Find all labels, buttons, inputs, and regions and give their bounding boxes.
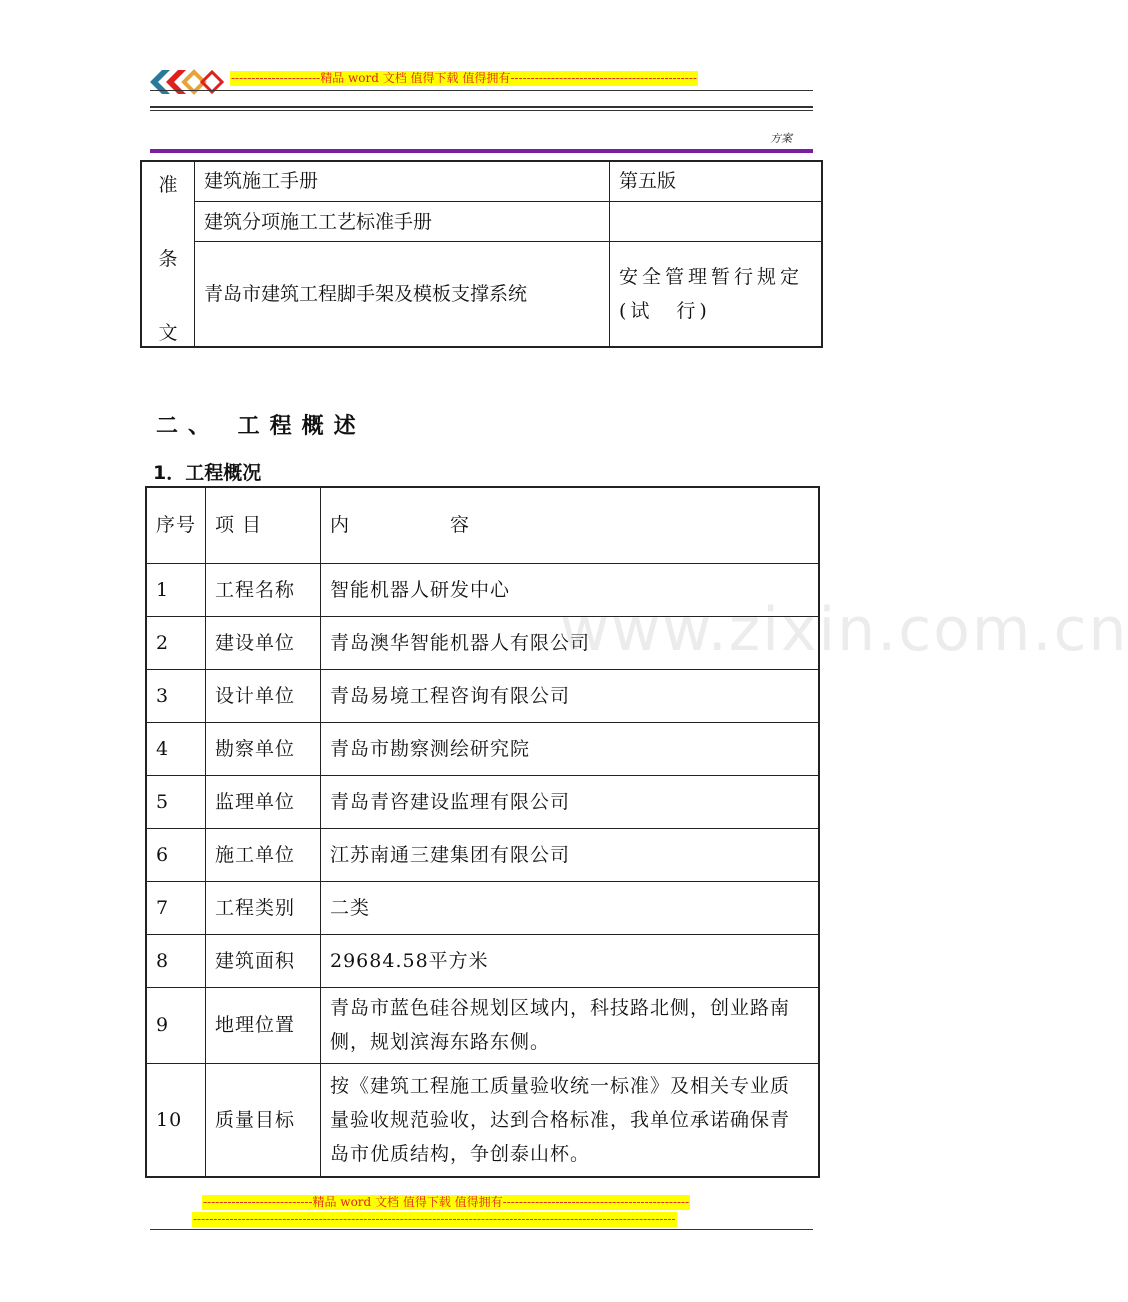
side-char: 文: [158, 322, 178, 344]
row-item: 质量目标: [206, 1063, 321, 1177]
row-item: 设计单位: [206, 669, 321, 722]
row-num: 8: [146, 934, 206, 987]
ref-name: 建筑施工手册: [195, 161, 610, 201]
table-row: [146, 722, 819, 775]
row-num: 9: [146, 987, 206, 1063]
logo-icon: [148, 64, 228, 100]
ref-name: 青岛市建筑工程脚手架及模板支撑系统: [195, 242, 610, 347]
subsection-title: 1．工程概况: [153, 462, 262, 484]
row-num: 2: [146, 616, 206, 669]
row-num: 4: [146, 722, 206, 775]
row-num: 10: [146, 1063, 206, 1177]
table-row: [146, 1063, 819, 1177]
table-row: [146, 828, 819, 881]
row-content: 青岛青咨建设监理有限公司: [321, 775, 820, 828]
row-content: 按《建筑工程施工质量验收统一标准》及相关专业质量验收规范验收，达到合格标准，我单位承诺确保青岛市优质结构，争创泰山杯。: [321, 1063, 820, 1177]
reference-table: [140, 160, 823, 348]
header-rule-double: [150, 106, 813, 108]
ref-note: 安全管理暂行规定(试 行): [610, 242, 823, 347]
row-item: 施工单位: [206, 828, 321, 881]
section-title: 二、 工程概述: [156, 414, 366, 439]
row-content: 29684.58平方米: [321, 934, 820, 987]
header-rule: [150, 90, 813, 91]
table-header-row: [146, 487, 819, 563]
ref-note: [610, 201, 823, 241]
row-item: 工程类别: [206, 881, 321, 934]
row-item: 建设单位: [206, 616, 321, 669]
row-item: 勘察单位: [206, 722, 321, 775]
row-num: 3: [146, 669, 206, 722]
footer-banner: ---------------------------精品 word 文档 值得下载 值得拥有----------------------------------------------: [203, 1195, 690, 1209]
table-row: [146, 934, 819, 987]
project-info-table: [145, 486, 820, 1178]
table-row: [146, 987, 819, 1063]
row-content: 二类: [321, 881, 820, 934]
doc-type-label: 方案: [770, 132, 792, 145]
side-label-cell: [141, 161, 195, 347]
footer-banner-dashes: -----------------------------------------------------------------------------------------------------------------------: [193, 1212, 676, 1226]
row-content: 青岛澳华智能机器人有限公司: [321, 616, 820, 669]
row-content: 智能机器人研发中心: [321, 563, 820, 616]
header-banner: ----------------------精品 word 文档 值得下载 值得拥有----------------------------------------------: [231, 71, 697, 85]
row-content: 青岛市勘察测绘研究院: [321, 722, 820, 775]
row-item: 建筑面积: [206, 934, 321, 987]
row-num: 6: [146, 828, 206, 881]
row-content: 青岛市蓝色硅谷规划区域内，科技路北侧，创业路南侧，规划滨海东路东侧。: [321, 987, 820, 1063]
side-char: 准: [158, 174, 178, 196]
row-num: 7: [146, 881, 206, 934]
footer-rule: [150, 1229, 813, 1230]
row-num: 5: [146, 775, 206, 828]
header-item: 项 目: [206, 487, 321, 563]
side-char: 条: [158, 248, 178, 270]
header-content: 内 容: [321, 487, 820, 563]
row-num: 1: [146, 563, 206, 616]
header-accent-rule: [150, 149, 813, 153]
row-content: 江苏南通三建集团有限公司: [321, 828, 820, 881]
header-num: 序号: [146, 487, 206, 563]
row-content: 青岛易境工程咨询有限公司: [321, 669, 820, 722]
row-item: 监理单位: [206, 775, 321, 828]
ref-note: 第五版: [610, 161, 823, 201]
table-row: [146, 669, 819, 722]
table-row: [146, 775, 819, 828]
row-item: 地理位置: [206, 987, 321, 1063]
row-item: 工程名称: [206, 563, 321, 616]
table-row: [146, 881, 819, 934]
ref-name: 建筑分项施工工艺标准手册: [195, 201, 610, 241]
header-rule-double-2: [150, 110, 813, 111]
watermark: www.zixin.com.cn: [560, 595, 1128, 665]
